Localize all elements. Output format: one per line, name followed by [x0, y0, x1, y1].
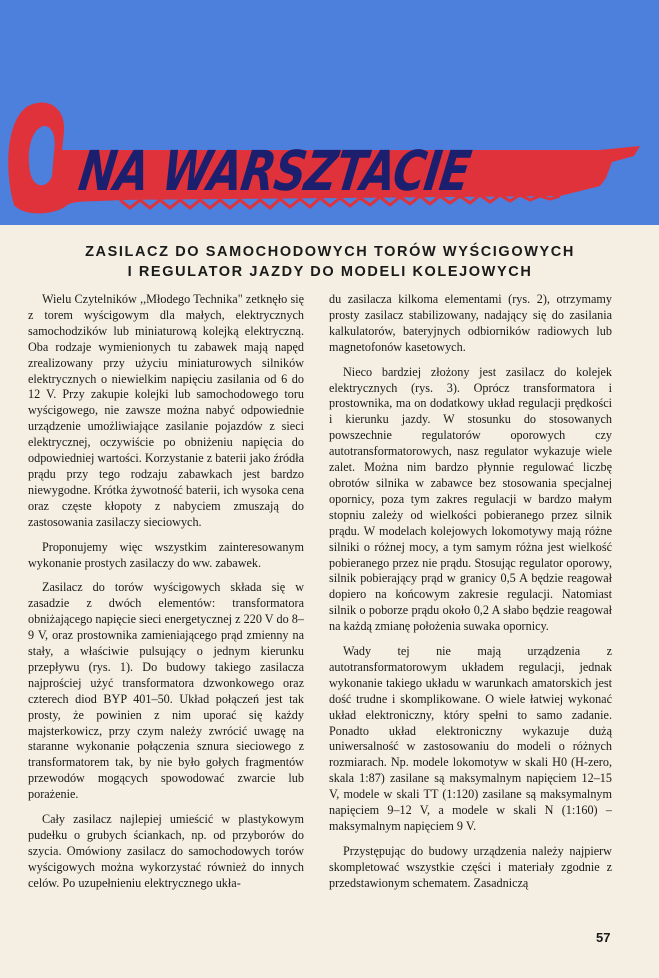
headline-line-1: ZASILACZ DO SAMOCHODOWYCH TORÓW WYŚCIGOWYCH	[85, 244, 575, 260]
paragraph: Wady tej nie mają urządzenia z autotransformatorowym układem regulacji, jednak wykonanie takiego układu w warunkach amatorskich jest dość trudne i skomplikowane. O wiele łatwiej wykonać układ elektroniczny, który spełni to samo zadanie. Ponadto układ elektroniczny wykazuje dużą uniwersalność w zastosowaniu do modeli o różnych rozmiarach. Np. modele lokomotyw w skali H0 (H-zero, skala 1:87) zasilane są maksymalnym napięciem 12–15 V, modele w skali TT (1:120) zasilane są maksymalnym napięciem 9–12 V, a modele w skali N (1:160) – maksymalnym napięciem 9 V.	[329, 644, 612, 833]
right-column	[329, 292, 612, 901]
paragraph: Przystępując do budowy urządzenia należy najpierw skompletować wszystkie części i materiały zgodnie z przedstawionym schematem. Zasadniczą	[329, 843, 612, 890]
banner-title: NA WARSZTACIE	[75, 140, 474, 204]
paragraph: du zasilacza kilkoma elementami (rys. 2), otrzymamy prosty zasilacz stabilizowany, nadający się do zasilania kalkulatorów, bateryjnych odbiorników radiowych lub magnetofonów kasetowych.	[329, 292, 612, 354]
paragraph: Nieco bardziej złożony jest zasilacz do kolejek elektrycznych (rys. 3). Oprócz transformatora i prostownika, ma on dodatkowy układ regulacji prędkości i kierunku jazdy. W stosunku do stosowanych powszechnie regulatorów oporowych czy autotransformatorowych, nasz regulator wykazuje wiele zalet. Można nim bardzo płynnie regulować liczbę obrotów silnika w zabawce bez stosowania specjalnej opornicy, poza tym zakres regulacji w bardzo małym stopniu zależy od wielkości pobieranego przez silnik prądu. W modelach kolejowych lokomotywy mają różne silniki o różnej mocy, a tym samym różna jest wielkość pobieranego przez nie prądu. Stosując regulator oporowy, silnik pobierający prąd w granicy 0,5 A będzie reagował dopiero na końcowym zakresie regulacji. Natomiast silnik o poborze prądu około 0,2 A słabo będzie reagował na każdą zmianę położenia suwaka opornicy.	[329, 364, 612, 634]
headline-line-2: I REGULATOR JAZDY DO MODELI KOLEJOWYCH	[127, 264, 533, 280]
paragraph: Wielu Czytelników ,,Młodego Technika" zetknęło się z torem wyścigowym dla małych, elektrycznych samochodzików lub miniaturową kolejką elektryczną. Oba rodzaje wymienionych tu zabawek mają napęd zrealizowany przy użyciu miniaturowych silników elektrycznych o niewielkim napięciu zasilania od 6 do 12 V. Przy zakupie kolejki lub samochodowego toru wyścigowego, nie zawsze można nabyć odpowiednie urządzenie umożliwiające zasilanie pojazdów z sieci elektrycznej, oczywiście po obniżeniu napięcia do odpowiedniej wartości. Korzystanie z baterii jako źródła prądu przy tego rodzaju zabawkach jest bardzo niewygodne. Krótka żywotność baterii, ich wysoka cena oraz częste kłopoty z nabyciem zmuszają do zastosowania zasilaczy sieciowych.	[28, 292, 304, 529]
left-column	[28, 292, 304, 901]
article-headline	[20, 242, 640, 282]
paragraph: Proponujemy więc wszystkim zainteresowanym wykonanie prostych zasilaczy do ww. zabawek.	[28, 539, 304, 570]
paragraph: Zasilacz do torów wyścigowych składa się w zasadzie z dwóch elementów: transformatora obniżającego napięcie sieci energetycznej z 220 V do 8–9 V, oraz prostownika zamieniającego prąd zmienny na stały, a właściwie pulsujący o jednym kierunku przepływu (rys. 1). Do budowy takiego zasilacza najprościej użyć transformatora dzwonkowego oraz czterech diod BYP 401–50. Układ połączeń jest tak prosty, że powinien z nim uporać się każdy majsterkowicz, przy czym należy zwrócić uwagę na staranne wykonanie połączenia sznura sieciowego z transformatorem tak, by nie było gołych fragmentów przewodów mogących spowodować zwarcie lub porażenie.	[28, 580, 304, 802]
banner	[0, 0, 659, 225]
page-number: 57	[596, 930, 611, 945]
paragraph: Cały zasilacz najlepiej umieścić w plastykowym pudełku o grubych ściankach, np. od przyborów do szycia. Omówiony zasilacz do samochodowych torów wyścigowych można wykorzystać również do innych celów. Po uzupełnieniu elektrycznego ukła-	[28, 812, 304, 890]
